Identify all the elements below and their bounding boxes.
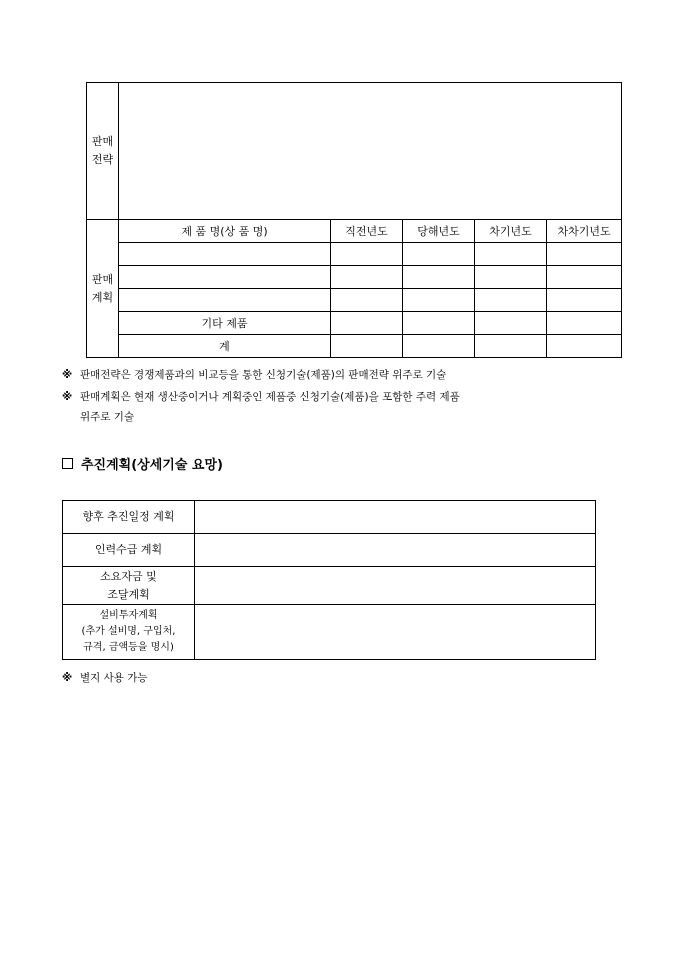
total-label: 계 — [119, 335, 331, 358]
schedule-input[interactable] — [195, 501, 596, 534]
value-cell[interactable] — [475, 266, 547, 289]
value-cell[interactable] — [475, 335, 547, 358]
plan-table — [62, 500, 596, 660]
header-year-after-next: 차차기년도 — [547, 220, 622, 243]
value-cell[interactable] — [331, 312, 403, 335]
header-current-year: 당해년도 — [403, 220, 475, 243]
note-mark: ※ — [62, 369, 73, 381]
schedule-label: 향후 추진일정 계획 — [63, 501, 195, 534]
sales-table — [86, 82, 622, 358]
product-cell[interactable] — [119, 243, 331, 266]
table-row — [63, 567, 596, 605]
section-heading: 추진계획(상세기술 요망) — [62, 454, 223, 473]
product-cell[interactable] — [119, 289, 331, 312]
table-row — [87, 266, 622, 289]
table-row — [63, 501, 596, 534]
other-products-label: 기타 제품 — [119, 312, 331, 335]
equipment-label: 설비투자계획 (추가 설비명, 구입처, 규격, 금액등을 명시) — [63, 605, 195, 660]
value-cell[interactable] — [547, 312, 622, 335]
note-mark: ※ — [62, 672, 73, 684]
value-cell[interactable] — [403, 312, 475, 335]
value-cell[interactable] — [547, 335, 622, 358]
footer-note: ※ 별지 사용 가능 — [62, 672, 148, 684]
header-product-name: 제 품 명(상 품 명) — [119, 220, 331, 243]
value-cell[interactable] — [331, 289, 403, 312]
checkbox-square-icon — [62, 458, 73, 469]
value-cell[interactable] — [331, 243, 403, 266]
sales-plan-label: 판매 계획 — [87, 220, 119, 358]
note-sales-strategy: ※ 판매전략은 경쟁제품과의 비교등을 통한 신청기술(제품)의 판매전략 위주로 기술 — [62, 369, 447, 381]
value-cell[interactable] — [547, 243, 622, 266]
value-cell[interactable] — [331, 266, 403, 289]
note-sales-plan: ※ 판매계획은 현재 생산중이거나 계획중인 제품중 신청기술(제품)을 포함한 주력 제품 위주로 기술 — [62, 391, 460, 423]
note-mark: ※ — [62, 391, 73, 403]
product-cell[interactable] — [119, 266, 331, 289]
equipment-input[interactable] — [195, 605, 596, 660]
table-row — [63, 605, 596, 660]
value-cell[interactable] — [475, 312, 547, 335]
header-prev-year: 직전년도 — [331, 220, 403, 243]
value-cell[interactable] — [403, 289, 475, 312]
manpower-label: 인력수급 계획 — [63, 534, 195, 567]
funding-label: 소요자금 및 조달계획 — [63, 567, 195, 605]
manpower-input[interactable] — [195, 534, 596, 567]
value-cell[interactable] — [331, 335, 403, 358]
value-cell[interactable] — [547, 289, 622, 312]
table-row-total — [87, 335, 622, 358]
value-cell[interactable] — [475, 289, 547, 312]
value-cell[interactable] — [547, 266, 622, 289]
value-cell[interactable] — [403, 266, 475, 289]
header-next-year: 차기년도 — [475, 220, 547, 243]
table-row — [63, 534, 596, 567]
sales-strategy-input-area[interactable] — [119, 83, 622, 220]
value-cell[interactable] — [403, 243, 475, 266]
table-row — [87, 243, 622, 266]
funding-input[interactable] — [195, 567, 596, 605]
sales-strategy-label: 판매 전략 — [87, 83, 119, 220]
table-row — [87, 289, 622, 312]
value-cell[interactable] — [475, 243, 547, 266]
value-cell[interactable] — [403, 335, 475, 358]
table-row-other-products — [87, 312, 622, 335]
